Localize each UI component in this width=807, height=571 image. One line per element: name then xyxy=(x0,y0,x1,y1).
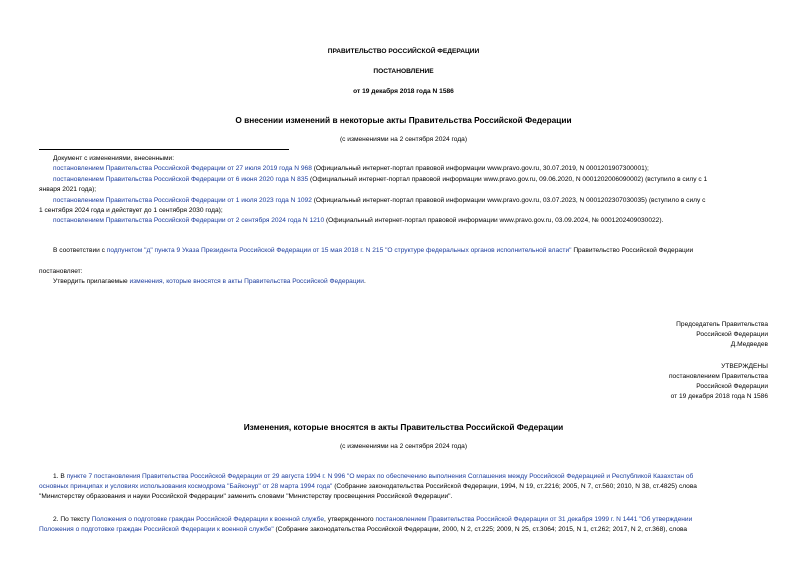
revision-note: (с изменениями на 2 сентября 2024 года) xyxy=(339,136,468,143)
paragraph-2-continued xyxy=(39,525,687,534)
approve-tail: . xyxy=(363,278,366,285)
amendment-link[interactable]: постановлением Правительства Российской Федерации от 1 июля 2023 года N 1092 xyxy=(53,197,312,204)
approval-by: постановлением Правительства xyxy=(668,373,768,380)
annex-revision: (с изменениями на 2 сентября 2024 года) xyxy=(339,443,468,450)
approve-sentence xyxy=(53,277,366,286)
paragraph-1-continued xyxy=(39,482,697,491)
government-heading: ПРАВИТЕЛЬСТВО РОССИЙСКОЙ ФЕДЕРАЦИИ xyxy=(327,48,480,55)
amendment-item xyxy=(53,164,649,173)
amendment-link[interactable]: постановлением Правительства Российской Федерации от 6 июня 2020 года N 835 xyxy=(53,176,309,183)
paragraph-number: 1. В xyxy=(53,473,67,480)
document-title: О внесении изменений в некоторые акты Правительства Российской Федерации xyxy=(235,115,572,125)
signature-country: Российской Федерации xyxy=(696,331,768,338)
approve-lead: Утвердить прилагаемые xyxy=(53,278,130,285)
resolution-link[interactable]: основных принципах и условиях использования космодрома "Байконур" от 28 марта 1994 года" xyxy=(39,483,333,490)
paragraph-text: , утвержденного xyxy=(324,516,376,523)
paragraph-1 xyxy=(53,472,693,481)
document-date-number: от 19 декабря 2018 года N 1586 xyxy=(353,88,454,95)
amendment-text: (Официальный интернет-портал правовой информации www.pravo.gov.ru, 03.09.2024, № 0001202409030022). xyxy=(324,217,664,224)
resolution-link[interactable]: пункте 7 постановления Правительства Российской Федерации от 29 августа 1994 г. N 996 "О мерах по обеспечению выполнения Соглашения между Российской Федерацией и Республикой Казахстан об xyxy=(66,473,694,480)
preamble xyxy=(53,246,693,255)
separator-rule xyxy=(39,149,289,150)
signature-name: Д.Медведев xyxy=(730,341,768,348)
preamble-lead: В соответствии с xyxy=(53,247,107,254)
paragraph-text: (Собрание законодательства Российской Федерации, 2000, N 2, ст.225; 2009, N 25, ст.3064; 2015, N 1, ст.262; 2017, N 2, ст.368), слова xyxy=(273,526,688,533)
changes-link[interactable]: изменения, которые вносятся в акты Правительства Российской Федерации xyxy=(129,278,364,285)
decides-text: постановляет: xyxy=(39,268,83,275)
resolution-link[interactable]: Положения о подготовке граждан Российской Федерации к военной службе" xyxy=(39,526,274,533)
preamble-tail: Правительство Российской Федерации xyxy=(571,247,694,254)
annex-title: Изменения, которые вносятся в акты Правительства Российской Федерации xyxy=(243,422,564,432)
approval-stamp: УТВЕРЖДЕНЫ xyxy=(721,363,768,370)
approval-country: Российской Федерации xyxy=(696,383,768,390)
amendment-item xyxy=(53,216,663,225)
signature-title: Председатель Правительства xyxy=(676,321,768,328)
amendment-item xyxy=(53,175,707,184)
amendment-link[interactable]: постановлением Правительства Российской Федерации от 2 сентября 2024 года N 1210 xyxy=(53,217,325,224)
amendment-link[interactable]: постановлением Правительства Российской Федерации от 27 июля 2019 года N 968 xyxy=(53,165,312,172)
amendment-text-continued: 1 сентября 2024 года и действует до 1 сентября 2030 года); xyxy=(39,207,223,214)
amendment-item xyxy=(53,196,705,205)
amendments-intro: Документ с изменениями, внесенными: xyxy=(53,155,175,162)
paragraph-1-continued: "Министерству образования и науки Российской Федерации" заменить словами "Министерству просвещения Российской Федерации". xyxy=(39,493,453,500)
document-type: ПОСТАНОВЛЕНИЕ xyxy=(373,68,434,75)
paragraph-number: 2. По тексту xyxy=(53,516,92,523)
resolution-link[interactable]: постановлением Правительства Российской Федерации от 31 декабря 1999 г. N 1441 "Об утверждении xyxy=(375,516,693,523)
amendment-text: (Официальный интернет-портал правовой информации www.pravo.gov.ru, 09.06.2020, N 0001202006090002) (вступило в силу с 1 xyxy=(308,176,708,183)
decree-link[interactable]: подпунктом "д" пункта 9 Указа Президента Российской Федерации от 15 мая 2018 г. N 215 "О структуре федеральных органов исполнительной власти" xyxy=(106,247,572,254)
paragraph-2 xyxy=(53,515,692,524)
amendment-text-continued: января 2021 года); xyxy=(39,186,97,193)
amendment-text: (Официальный интернет-портал правовой информации www.pravo.gov.ru, 30.07.2019, N 0001201907300001); xyxy=(311,165,649,172)
paragraph-text: (Собрание законодательства Российской Федерации, 1994, N 19, ст.2216; 2005, N 7, ст.560; 2010, N 38, ст.4825) слова xyxy=(332,483,697,490)
amendment-text: (Официальный интернет-портал правовой информации www.pravo.gov.ru, 03.07.2023, N 0001202307030035) (вступило в силу с xyxy=(311,197,706,204)
regulation-link[interactable]: Положения о подготовке граждан Российской Федерации к военной службе xyxy=(91,516,325,523)
approval-date: от 19 декабря 2018 года N 1586 xyxy=(670,393,768,400)
